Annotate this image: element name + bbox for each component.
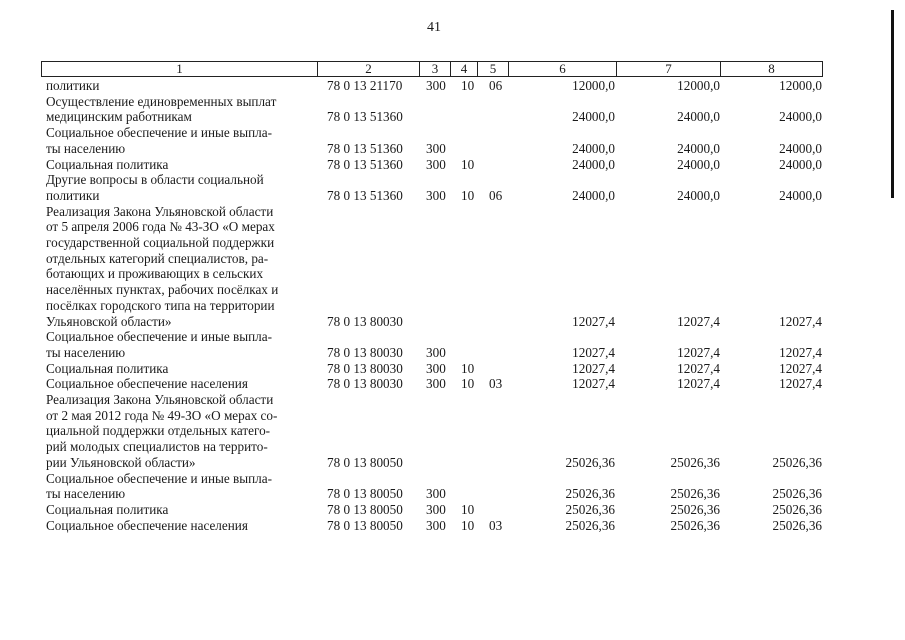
row-7-section: 10 [461,360,475,376]
row-5-budget-code: 78 0 13 80030 [327,313,403,329]
header-cell-4: 4 [450,61,478,77]
row-1-text-line: медицинским работникам [46,109,192,125]
row-10-value-col8: 25026,36 [772,486,822,502]
row-5-value-col8: 12027,4 [779,313,822,329]
row-11-text-line: Социальная политика [46,501,169,517]
row-4-text-line: политики [46,187,100,203]
row-7-expense-type: 300 [426,360,446,376]
row-5-value-col6: 12027,4 [572,313,615,329]
row-11-expense-type: 300 [426,501,446,517]
row-6-value-col8: 12027,4 [779,344,822,360]
row-1-text-line: Осуществление единовременных выплат [46,93,277,109]
row-0-section: 10 [461,78,475,93]
header-cell-3: 3 [419,61,451,77]
row-0-subsection: 06 [489,78,503,93]
row-2-text-line: ты населению [46,140,126,156]
row-0-value-col7: 12000,0 [677,78,720,93]
row-5-text-line: посёлках городского типа на территории [46,297,275,313]
row-8-expense-type: 300 [426,376,446,392]
row-5-text-line: Ульяновской области» [46,313,172,329]
header-cell-5: 5 [477,61,509,77]
row-2-budget-code: 78 0 13 51360 [327,140,403,156]
row-8-value-col7: 12027,4 [677,376,720,392]
row-8-value-col6: 12027,4 [572,376,615,392]
row-8-budget-code: 78 0 13 80030 [327,376,403,392]
row-9-text-line: рии Ульяновской области» [46,454,196,470]
row-0-value-col8: 12000,0 [779,78,822,93]
row-6-value-col6: 12027,4 [572,344,615,360]
row-9-text-line: Реализация Закона Ульяновской области [46,392,274,407]
row-12-budget-code: 78 0 13 80050 [327,517,403,533]
row-1-budget-code: 78 0 13 51360 [327,109,403,125]
row-5-text-line: отдельных категорий специалистов, ра- [46,250,269,266]
header-cell-2: 2 [317,61,420,77]
row-5-text-line: ботающих и проживающих в сельских [46,266,264,282]
row-12-subsection: 03 [489,517,503,533]
row-6-budget-code: 78 0 13 80030 [327,344,403,360]
row-0-value-col6: 12000,0 [572,78,615,93]
row-6-text-line: Социальное обеспечение и иные выпла- [46,329,272,345]
row-3-value-col8: 24000,0 [779,156,822,172]
row-2-text-line: Социальное обеспечение и иные выпла- [46,125,272,141]
row-10-value-col7: 25026,36 [670,486,720,502]
row-9-text-line: циальной поддержки отдельных катего- [46,423,271,439]
row-4-value-col6: 24000,0 [572,187,615,203]
row-4-section: 10 [461,187,475,203]
row-3-section: 10 [461,156,475,172]
header-cell-8: 8 [720,61,823,77]
row-8-text-line: Социальное обеспечение населения [46,376,248,392]
row-1-value-col7: 24000,0 [677,109,720,125]
row-3-expense-type: 300 [426,156,446,172]
row-9-budget-code: 78 0 13 80050 [327,454,403,470]
row-11-value-col8: 25026,36 [772,501,822,517]
row-1-value-col8: 24000,0 [779,109,822,125]
page-number: 41 [427,20,441,35]
row-9-value-col8: 25026,36 [772,454,822,470]
row-2-value-col7: 24000,0 [677,140,720,156]
row-7-budget-code: 78 0 13 80030 [327,360,403,376]
margin-mark [891,10,894,198]
row-12-value-col6: 25026,36 [565,517,615,533]
row-5-text-line: государственной социальной поддержки [46,235,275,250]
row-9-text-line: от 2 мая 2012 года № 49-ЗО «О мерах со- [46,407,278,423]
row-4-text-line: Другие вопросы в области социальной [46,172,264,188]
row-4-expense-type: 300 [426,187,446,203]
row-4-subsection: 06 [489,187,503,203]
row-8-subsection: 03 [489,376,503,392]
row-2-value-col8: 24000,0 [779,140,822,156]
row-5-text-line: от 5 апреля 2006 года № 43-ЗО «О мерах [46,219,275,235]
row-10-text-line: Социальное обеспечение и иные выпла- [46,470,272,486]
row-3-value-col6: 24000,0 [572,156,615,172]
row-12-section: 10 [461,517,475,533]
row-4-value-col8: 24000,0 [779,187,822,203]
row-0-text-line: политики [46,78,100,93]
row-9-value-col6: 25026,36 [565,454,615,470]
row-11-value-col6: 25026,36 [565,501,615,517]
row-6-value-col7: 12027,4 [677,344,720,360]
row-7-value-col7: 12027,4 [677,360,720,376]
header-cell-6: 6 [508,61,617,77]
row-9-text-line: рий молодых специалистов на террито- [46,439,268,455]
row-10-expense-type: 300 [426,486,446,502]
row-12-value-col8: 25026,36 [772,517,822,533]
row-7-value-col6: 12027,4 [572,360,615,376]
row-11-budget-code: 78 0 13 80050 [327,501,403,517]
row-10-budget-code: 78 0 13 80050 [327,486,403,502]
row-7-value-col8: 12027,4 [779,360,822,376]
row-12-text-line: Социальное обеспечение населения [46,517,248,533]
row-7-text-line: Социальная политика [46,360,169,376]
row-6-expense-type: 300 [426,344,446,360]
row-4-value-col7: 24000,0 [677,187,720,203]
row-2-expense-type: 300 [426,140,446,156]
row-11-section: 10 [461,501,475,517]
row-5-text-line: населённых пунктах, рабочих посёлках и [46,282,279,298]
row-10-value-col6: 25026,36 [565,486,615,502]
row-6-text-line: ты населению [46,344,126,360]
row-0-expense-type: 300 [426,78,446,93]
row-12-expense-type: 300 [426,517,446,533]
row-8-section: 10 [461,376,475,392]
row-1-value-col6: 24000,0 [572,109,615,125]
row-5-value-col7: 12027,4 [677,313,720,329]
row-3-budget-code: 78 0 13 51360 [327,156,403,172]
header-cell-7: 7 [616,61,721,77]
row-5-text-line: Реализация Закона Ульяновской области [46,203,274,219]
row-11-value-col7: 25026,36 [670,501,720,517]
row-3-value-col7: 24000,0 [677,156,720,172]
row-8-value-col8: 12027,4 [779,376,822,392]
row-12-value-col7: 25026,36 [670,517,720,533]
row-0-budget-code: 78 0 13 21170 [327,78,403,93]
row-4-budget-code: 78 0 13 51360 [327,187,403,203]
row-10-text-line: ты населению [46,486,126,502]
row-3-text-line: Социальная политика [46,156,169,172]
row-9-value-col7: 25026,36 [670,454,720,470]
header-cell-1: 1 [41,61,318,77]
row-2-value-col6: 24000,0 [572,140,615,156]
